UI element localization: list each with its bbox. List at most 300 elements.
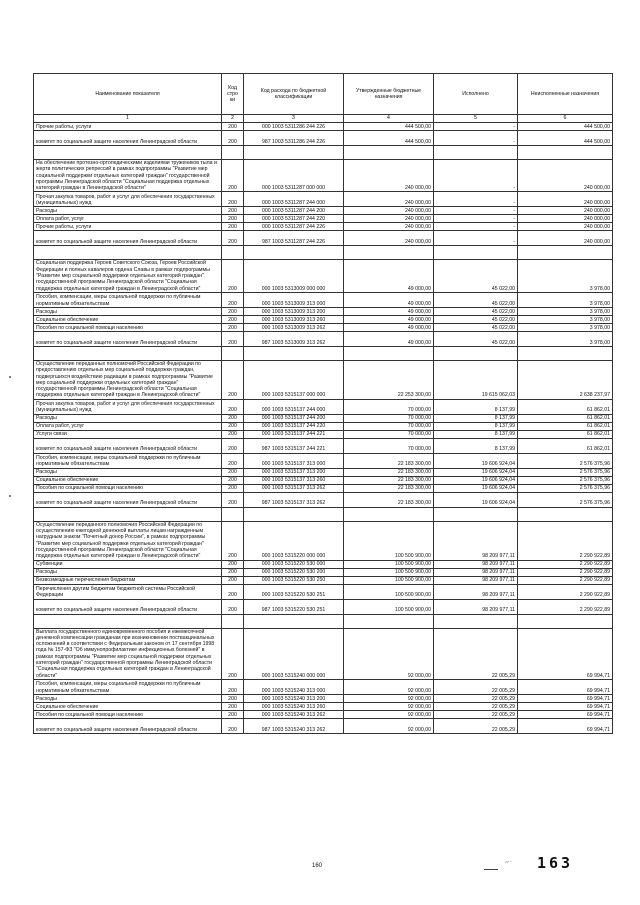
unexecuted-amount-cell: 240 000,00 [518, 192, 613, 207]
row-name-cell [34, 346, 222, 360]
classification-code-cell: 000 1003 5313009 313 000 [244, 292, 344, 307]
executed-amount-cell: - [434, 192, 518, 207]
approved-amount-cell: 100 500 900,00 [344, 599, 434, 614]
unexecuted-amount-cell: 3 978,00 [518, 260, 613, 292]
unexecuted-amount-cell: 3 978,00 [518, 323, 613, 331]
table-row [34, 215, 613, 223]
approved-amount-cell: 92 000,00 [344, 679, 434, 694]
classification-code-cell: 000 1003 5311287 244 220 [244, 215, 344, 223]
line-code-cell: 200 [222, 560, 244, 568]
stamp-dash [484, 869, 498, 870]
unexecuted-amount-cell: 69 994,71 [518, 694, 613, 702]
executed-amount-cell: 98 209 977,11 [434, 599, 518, 614]
classification-code-cell: 000 1003 5315240 313 200 [244, 694, 344, 702]
executed-amount-cell: 45 022,00 [434, 331, 518, 346]
approved-amount-cell: 92 000,00 [344, 694, 434, 702]
executed-amount-cell: - [434, 160, 518, 192]
line-code-cell: 200 [222, 260, 244, 292]
approved-amount-cell: 92 000,00 [344, 702, 434, 710]
unexecuted-amount-cell: 61 862,01 [518, 414, 613, 422]
unexecuted-amount-cell: 240 000,00 [518, 160, 613, 192]
row-name-cell: Субвенции [34, 560, 222, 568]
header-approved-appropriations: Утвержденные бюджетные назначения [344, 74, 434, 115]
row-name-cell: Пособия по социальной помощи населению [34, 323, 222, 331]
executed-amount-cell: 22 005,29 [434, 718, 518, 733]
executed-amount-cell: - [434, 123, 518, 131]
table-row [34, 231, 613, 246]
line-code-cell: 200 [222, 360, 244, 399]
line-code-cell: 200 [222, 694, 244, 702]
unexecuted-amount-cell: 69 994,71 [518, 628, 613, 679]
scan-speck [9, 495, 11, 497]
unexecuted-amount-cell: 2 576 375,96 [518, 492, 613, 507]
line-code-cell [222, 246, 244, 260]
budget-table [33, 73, 613, 734]
classification-code-cell: 000 1003 5315137 244 200 [244, 414, 344, 422]
unexecuted-amount-cell: 240 000,00 [518, 231, 613, 246]
unexecuted-amount-cell: 2 290 922,89 [518, 576, 613, 584]
classification-code-cell: 987 1003 5311286 244 226 [244, 131, 344, 146]
classification-code-cell [244, 346, 344, 360]
unexecuted-amount-cell: 2 638 237,97 [518, 360, 613, 399]
classification-code-cell: 987 1003 5311287 244 226 [244, 231, 344, 246]
executed-amount-cell: 19 615 062,03 [434, 360, 518, 399]
unexecuted-amount-cell: 2 576 375,96 [518, 476, 613, 484]
row-name-cell: Социальная поддержка Героев Советского Союза, Героев Российской Федерации и полных кавалеров ордена Славы в рамках подпрограммы "Развитие мер социальной поддержки отдельных категорий граждан" государственной программы Ленинградской области "Социальная поддержка отдельных категорий граждан в Ленинградской области" [34, 260, 222, 292]
approved-amount-cell: 240 000,00 [344, 223, 434, 231]
stamp-sheet-number: 163 [537, 854, 574, 872]
table-row [34, 260, 613, 292]
unexecuted-amount-cell: 2 290 922,89 [518, 560, 613, 568]
unexecuted-amount-cell: 69 994,71 [518, 679, 613, 694]
classification-code-cell: 000 1003 5315240 313 262 [244, 710, 344, 718]
line-code-cell: 200 [222, 292, 244, 307]
row-name-cell [34, 507, 222, 521]
header-unexecuted: Неисполненные назначения [518, 74, 613, 115]
row-name-cell: Расходы [34, 568, 222, 576]
classification-code-cell: 000 1003 5315220 000 000 [244, 521, 344, 560]
classification-code-cell: 000 1003 5311287 244 200 [244, 207, 344, 215]
executed-amount-cell: - [434, 207, 518, 215]
spacer-row [34, 346, 613, 360]
classification-code-cell: 000 1003 5311286 244 226 [244, 123, 344, 131]
line-code-cell: 200 [222, 207, 244, 215]
classification-code-cell: 000 1003 5315240 313 260 [244, 702, 344, 710]
line-code-cell: 200 [222, 718, 244, 733]
line-code-cell [222, 614, 244, 628]
unexecuted-amount-cell: 3 978,00 [518, 292, 613, 307]
row-name-cell: Пособия, компенсации, меры социальной поддержки по публичным нормативным обязательствам [34, 453, 222, 468]
executed-amount-cell: 8 137,99 [434, 414, 518, 422]
line-code-cell [222, 507, 244, 521]
table-row [34, 718, 613, 733]
approved-amount-cell: 70 000,00 [344, 430, 434, 438]
line-code-cell: 200 [222, 484, 244, 492]
executed-amount-cell: 98 209 977,11 [434, 560, 518, 568]
approved-amount-cell: 49 000,00 [344, 307, 434, 315]
row-name-cell [34, 246, 222, 260]
executed-amount-cell: 45 022,00 [434, 323, 518, 331]
executed-amount-cell [434, 614, 518, 628]
classification-code-cell: 987 1003 5315220 530 251 [244, 599, 344, 614]
spacer-row [34, 146, 613, 160]
classification-code-cell: 000 1003 5315137 000 000 [244, 360, 344, 399]
approved-amount-cell: 22 183 300,00 [344, 468, 434, 476]
classification-code-cell: 000 1003 5313009 000 000 [244, 260, 344, 292]
line-code-cell: 200 [222, 679, 244, 694]
line-code-cell: 200 [222, 492, 244, 507]
budget-execution-sheet [33, 73, 612, 734]
executed-amount-cell: 45 022,00 [434, 260, 518, 292]
executed-amount-cell: 8 137,99 [434, 430, 518, 438]
unexecuted-amount-cell: 2 576 375,96 [518, 468, 613, 476]
approved-amount-cell [344, 246, 434, 260]
page-number: 160 [312, 863, 323, 869]
row-name-cell: комитет по социальной защите населения Ленинградской области [34, 599, 222, 614]
table-row [34, 207, 613, 215]
column-number: 1 [34, 115, 222, 123]
unexecuted-amount-cell: 69 994,71 [518, 710, 613, 718]
approved-amount-cell: 240 000,00 [344, 192, 434, 207]
approved-amount-cell: 100 500 900,00 [344, 568, 434, 576]
classification-code-cell: 000 1003 5315137 313 260 [244, 476, 344, 484]
row-name-cell: Прочая закупка товаров, работ и услуг для обеспечения государственных (муниципальных) нужд [34, 192, 222, 207]
row-name-cell: Социальное обеспечение [34, 315, 222, 323]
row-name-cell [34, 614, 222, 628]
approved-amount-cell: 22 183 300,00 [344, 476, 434, 484]
approved-amount-cell: 49 000,00 [344, 323, 434, 331]
line-code-cell: 200 [222, 438, 244, 453]
row-name-cell: Пособия по социальной помощи населению [34, 710, 222, 718]
classification-code-cell: 000 1003 5311287 244 000 [244, 192, 344, 207]
unexecuted-amount-cell [518, 614, 613, 628]
line-code-cell: 200 [222, 584, 244, 599]
classification-code-cell: 000 1003 5315137 244 221 [244, 430, 344, 438]
unexecuted-amount-cell [518, 507, 613, 521]
unexecuted-amount-cell: 69 994,71 [518, 718, 613, 733]
executed-amount-cell: 22 005,29 [434, 694, 518, 702]
table-body [34, 123, 613, 734]
unexecuted-amount-cell: 240 000,00 [518, 223, 613, 231]
executed-amount-cell: 22 005,29 [434, 702, 518, 710]
table-row [34, 323, 613, 331]
row-name-cell: комитет по социальной защите населения Ленинградской области [34, 131, 222, 146]
unexecuted-amount-cell [518, 246, 613, 260]
row-name-cell: Расходы [34, 414, 222, 422]
header-indicator-name: Наименование показателя [34, 74, 222, 115]
column-number: 6 [518, 115, 613, 123]
table-row [34, 360, 613, 399]
table-row [34, 422, 613, 430]
classification-code-cell: 000 1003 5311287 000 000 [244, 160, 344, 192]
classification-code-cell [244, 507, 344, 521]
row-name-cell: Безвозмездные перечисления бюджетам [34, 576, 222, 584]
row-name-cell: Пособия, компенсации, меры социальной поддержки по публичным нормативным обязательствам [34, 679, 222, 694]
table-row [34, 292, 613, 307]
executed-amount-cell: 19 606 924,04 [434, 453, 518, 468]
row-name-cell: Расходы [34, 307, 222, 315]
column-number: 3 [244, 115, 344, 123]
approved-amount-cell: 240 000,00 [344, 231, 434, 246]
table-row [34, 331, 613, 346]
approved-amount-cell: 49 000,00 [344, 315, 434, 323]
classification-code-cell: 000 1003 5315240 000 000 [244, 628, 344, 679]
table-row [34, 223, 613, 231]
executed-amount-cell: 45 022,00 [434, 292, 518, 307]
row-name-cell: комитет по социальной защите населения Ленинградской области [34, 492, 222, 507]
approved-amount-cell: 22 183 300,00 [344, 453, 434, 468]
row-name-cell: Расходы [34, 694, 222, 702]
line-code-cell: 200 [222, 414, 244, 422]
classification-code-cell: 000 1003 5315220 530 200 [244, 568, 344, 576]
unexecuted-amount-cell: 2 290 922,89 [518, 584, 613, 599]
column-number: 5 [434, 115, 518, 123]
spacer-row [34, 246, 613, 260]
stamp-mark: ~· [503, 857, 513, 867]
executed-amount-cell: - [434, 131, 518, 146]
executed-amount-cell: 98 209 977,11 [434, 521, 518, 560]
approved-amount-cell: 70 000,00 [344, 414, 434, 422]
row-name-cell: комитет по социальной защите населения Ленинградской области [34, 438, 222, 453]
line-code-cell: 200 [222, 710, 244, 718]
row-name-cell: Оплата работ, услуг [34, 215, 222, 223]
table-row [34, 123, 613, 131]
line-code-cell: 200 [222, 215, 244, 223]
executed-amount-cell: - [434, 223, 518, 231]
classification-code-cell: 000 1003 5315240 313 000 [244, 679, 344, 694]
column-number-row [34, 115, 613, 123]
line-code-cell: 200 [222, 599, 244, 614]
unexecuted-amount-cell: 2 290 922,89 [518, 568, 613, 576]
unexecuted-amount-cell: 240 000,00 [518, 215, 613, 223]
executed-amount-cell: 22 005,29 [434, 710, 518, 718]
classification-code-cell: 000 1003 5313009 313 200 [244, 307, 344, 315]
header-line-code: Код стро ки [222, 74, 244, 115]
approved-amount-cell: 49 000,00 [344, 331, 434, 346]
line-code-cell: 200 [222, 568, 244, 576]
table-row [34, 453, 613, 468]
approved-amount-cell: 92 000,00 [344, 718, 434, 733]
line-code-cell: 200 [222, 430, 244, 438]
table-row [34, 438, 613, 453]
row-name-cell [34, 146, 222, 160]
approved-amount-cell [344, 614, 434, 628]
table-row [34, 568, 613, 576]
executed-amount-cell [434, 507, 518, 521]
classification-code-cell: 000 1003 5313009 313 262 [244, 323, 344, 331]
classification-code-cell: 000 1003 5315220 530 250 [244, 576, 344, 584]
table-row [34, 679, 613, 694]
row-name-cell: Пособия, компенсации, меры социальной поддержки по публичным нормативным обязательствам [34, 292, 222, 307]
line-code-cell [222, 346, 244, 360]
line-code-cell: 200 [222, 702, 244, 710]
line-code-cell: 200 [222, 231, 244, 246]
unexecuted-amount-cell: 3 978,00 [518, 331, 613, 346]
executed-amount-cell: 19 606 924,04 [434, 476, 518, 484]
executed-amount-cell: 98 209 977,11 [434, 576, 518, 584]
row-name-cell: Расходы [34, 468, 222, 476]
approved-amount-cell: 92 000,00 [344, 628, 434, 679]
classification-code-cell: 987 1003 5315137 313 262 [244, 492, 344, 507]
line-code-cell: 200 [222, 160, 244, 192]
classification-code-cell: 000 1003 5315137 244 220 [244, 422, 344, 430]
line-code-cell: 200 [222, 453, 244, 468]
header-executed: Исполнено [434, 74, 518, 115]
row-name-cell: Пособия по социальной помощи населению [34, 484, 222, 492]
table-row [34, 399, 613, 414]
row-name-cell: комитет по социальной защите населения Ленинградской области [34, 718, 222, 733]
column-number: 4 [344, 115, 434, 123]
classification-code-cell: 000 1003 5313009 313 260 [244, 315, 344, 323]
table-row [34, 430, 613, 438]
table-row [34, 584, 613, 599]
table-row [34, 131, 613, 146]
classification-code-cell: 987 1003 5315137 244 221 [244, 438, 344, 453]
table-row [34, 492, 613, 507]
line-code-cell: 200 [222, 422, 244, 430]
classification-code-cell: 000 1003 5315137 313 000 [244, 453, 344, 468]
unexecuted-amount-cell: 61 862,01 [518, 438, 613, 453]
table-row [34, 576, 613, 584]
line-code-cell [222, 146, 244, 160]
approved-amount-cell: 70 000,00 [344, 399, 434, 414]
executed-amount-cell: 8 137,99 [434, 422, 518, 430]
approved-amount-cell [344, 346, 434, 360]
executed-amount-cell: 45 022,00 [434, 307, 518, 315]
table-row [34, 710, 613, 718]
executed-amount-cell: 22 005,29 [434, 628, 518, 679]
line-code-cell: 200 [222, 315, 244, 323]
executed-amount-cell: - [434, 231, 518, 246]
spacer-row [34, 614, 613, 628]
row-name-cell: Прочие работы, услуги [34, 223, 222, 231]
scan-speck [9, 376, 11, 378]
row-name-cell: Прочая закупка товаров, работ и услуг для обеспечения государственных (муниципальных) нужд [34, 399, 222, 414]
approved-amount-cell: 100 500 900,00 [344, 576, 434, 584]
approved-amount-cell: 49 000,00 [344, 292, 434, 307]
spacer-row [34, 507, 613, 521]
approved-amount-cell: 22 183 300,00 [344, 492, 434, 507]
table-row [34, 315, 613, 323]
unexecuted-amount-cell: 240 000,00 [518, 207, 613, 215]
table-header-row [34, 74, 613, 115]
line-code-cell: 200 [222, 223, 244, 231]
row-name-cell: На обеспечение протезно-ортопедическими изделиями тружеников тыла и жертв политических репрессий в рамках подпрограммы "Развитие мер социальной поддержки отдельных категорий граждан" государственной программы Ленинградской области "Социальная поддержка отдельных категорий граждан в Ленинградской области" [34, 160, 222, 192]
table-row [34, 476, 613, 484]
unexecuted-amount-cell: 2 576 375,96 [518, 453, 613, 468]
approved-amount-cell: 100 500 900,00 [344, 584, 434, 599]
table-row [34, 160, 613, 192]
unexecuted-amount-cell [518, 146, 613, 160]
row-name-cell: Осуществление переданных полномочий Российской Федерации по предоставлению отдельных мер социальной поддержки граждан, подвергшихся воздействию радиации в рамках подпрограммы "Развитие мер социальной поддержки отдельных категорий граждан" государственной программы Ленинградской области "Социальная поддержка отдельных категорий граждан в Ленинградской области" [34, 360, 222, 399]
line-code-cell: 200 [222, 192, 244, 207]
approved-amount-cell [344, 507, 434, 521]
classification-code-cell: 000 1003 5315220 530 251 [244, 584, 344, 599]
executed-amount-cell [434, 246, 518, 260]
table-row [34, 484, 613, 492]
executed-amount-cell: 98 209 977,11 [434, 568, 518, 576]
unexecuted-amount-cell [518, 346, 613, 360]
classification-code-cell: 000 1003 5315137 244 000 [244, 399, 344, 414]
line-code-cell: 200 [222, 476, 244, 484]
approved-amount-cell: 49 000,00 [344, 260, 434, 292]
row-name-cell: Перечисления другим бюджетам бюджетной системы Российской Федерации [34, 584, 222, 599]
unexecuted-amount-cell: 2 290 922,89 [518, 599, 613, 614]
executed-amount-cell: 8 137,99 [434, 438, 518, 453]
unexecuted-amount-cell: 3 978,00 [518, 315, 613, 323]
classification-code-cell: 000 1003 5315137 313 200 [244, 468, 344, 476]
approved-amount-cell: 22 253 300,00 [344, 360, 434, 399]
approved-amount-cell: 444 500,00 [344, 131, 434, 146]
classification-code-cell [244, 246, 344, 260]
executed-amount-cell: 22 005,29 [434, 679, 518, 694]
table-row [34, 628, 613, 679]
classification-code-cell: 000 1003 5315220 530 000 [244, 560, 344, 568]
table-row [34, 694, 613, 702]
approved-amount-cell: 444 500,00 [344, 123, 434, 131]
row-name-cell: Услуги связи [34, 430, 222, 438]
approved-amount-cell: 240 000,00 [344, 160, 434, 192]
classification-code-cell: 987 1003 5313009 313 262 [244, 331, 344, 346]
row-name-cell: Социальное обеспечение [34, 702, 222, 710]
executed-amount-cell: - [434, 215, 518, 223]
approved-amount-cell: 100 500 900,00 [344, 521, 434, 560]
row-name-cell: комитет по социальной защите населения Ленинградской области [34, 331, 222, 346]
unexecuted-amount-cell: 444 500,00 [518, 131, 613, 146]
line-code-cell: 200 [222, 628, 244, 679]
unexecuted-amount-cell: 61 862,01 [518, 399, 613, 414]
executed-amount-cell [434, 346, 518, 360]
classification-code-cell [244, 614, 344, 628]
classification-code-cell: 000 1003 5311287 244 226 [244, 223, 344, 231]
approved-amount-cell: 92 000,00 [344, 710, 434, 718]
unexecuted-amount-cell: 2 290 922,89 [518, 521, 613, 560]
row-name-cell: Расходы [34, 207, 222, 215]
row-name-cell: Оплата работ, услуг [34, 422, 222, 430]
unexecuted-amount-cell: 69 994,71 [518, 702, 613, 710]
line-code-cell: 200 [222, 307, 244, 315]
header-classification-code: Код расхода по бюджетной классификации [244, 74, 344, 115]
classification-code-cell: 987 1003 5315240 313 262 [244, 718, 344, 733]
executed-amount-cell: 98 209 977,11 [434, 584, 518, 599]
executed-amount-cell: 45 022,00 [434, 315, 518, 323]
table-row [34, 468, 613, 476]
table-row [34, 560, 613, 568]
row-name-cell: комитет по социальной защите населения Ленинградской области [34, 231, 222, 246]
table-row [34, 702, 613, 710]
line-code-cell: 200 [222, 521, 244, 560]
line-code-cell: 200 [222, 576, 244, 584]
executed-amount-cell: 8 137,99 [434, 399, 518, 414]
line-code-cell: 200 [222, 131, 244, 146]
unexecuted-amount-cell: 61 862,01 [518, 422, 613, 430]
table-row [34, 307, 613, 315]
classification-code-cell: 000 1003 5315137 313 262 [244, 484, 344, 492]
approved-amount-cell: 22 183 300,00 [344, 484, 434, 492]
executed-amount-cell: 19 606 924,04 [434, 484, 518, 492]
approved-amount-cell: 70 000,00 [344, 422, 434, 430]
executed-amount-cell: 19 606 924,04 [434, 468, 518, 476]
row-name-cell: Прочие работы, услуги [34, 123, 222, 131]
classification-code-cell [244, 146, 344, 160]
table-row [34, 599, 613, 614]
row-name-cell: Осуществление переданного полномочия Российской Федерации по осуществлению ежегодной денежной выплаты лицам награжденным нагрудным знаком "Почетный донор России", в рамках подпрограммы "Развитие мер социальной поддержки отдельных категорий граждан" государственной программы Ленинградской области "Социальная поддержка отдельных категорий граждан в Ленинградской области" [34, 521, 222, 560]
approved-amount-cell: 70 000,00 [344, 438, 434, 453]
unexecuted-amount-cell: 2 576 375,96 [518, 484, 613, 492]
executed-amount-cell: 19 606 924,04 [434, 492, 518, 507]
table-row [34, 192, 613, 207]
approved-amount-cell: 240 000,00 [344, 215, 434, 223]
